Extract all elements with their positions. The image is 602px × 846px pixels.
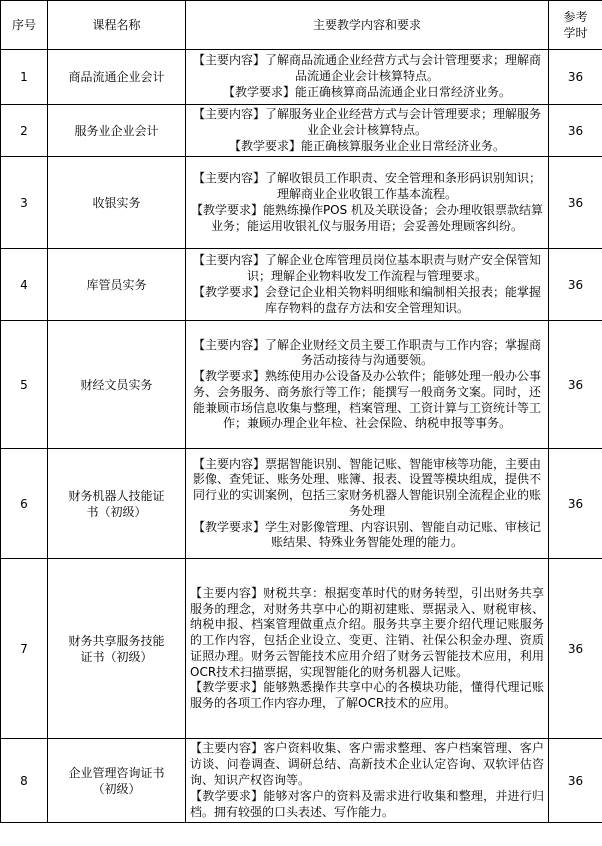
row-content (186, 105, 549, 157)
teaching-requirement-text: 【教学要求】能够对客户的资料及需求进行收集和整理，并进行归档。拥有较强的口头表述、写作能力。 (190, 788, 544, 819)
row-content (186, 739, 549, 823)
row-content (186, 157, 549, 249)
row-course-name: 财务共享服务技能证书（初级） (48, 559, 186, 739)
table-row (1, 559, 602, 739)
header-hours: 参考学时 (549, 1, 602, 50)
main-content-text: 【主要内容】了解收银员工作职责、安全管理和条形码识别知识；理解商业企业收银工作基本流程。 (192, 171, 541, 202)
row-course-name: 服务业企业会计 (48, 105, 186, 157)
row-course-name: 企业管理咨询证书（初级） (48, 739, 186, 823)
row-seq: 1 (1, 50, 48, 105)
header-row (1, 1, 602, 50)
main-content-text: 【主要内容】财税共享：根据变革时代的财务转型，引出财务共享服务的理念，对财务共享中心的期初建账、票据录入、财税审核、纳税申报、档案管理做重点介绍。服务共享主要介绍代理记账服务的工作内容，包括企业设立、变更、注销、社保公积金办理、资质证照办理。财务云智能技术应用介绍了财务云智能技术应用，利用OCR技术扫描票据，实现智能化的财务机器人记账。 (190, 585, 544, 679)
teaching-requirement-text: 【教学要求】能正确核算商品流通企业日常经济业务。 (222, 84, 511, 99)
teaching-requirement-text: 【教学要求】会登记企业相关物料明细账和编制相关报表；能掌握库存物料的盘存方法和安全管理知识。 (192, 284, 541, 315)
row-course-name: 商品流通企业会计 (48, 50, 186, 105)
table-row (1, 105, 602, 157)
row-hours: 36 (549, 449, 602, 559)
row-seq: 3 (1, 157, 48, 249)
row-hours: 36 (549, 321, 602, 449)
row-hours: 36 (549, 559, 602, 739)
row-content (186, 449, 549, 559)
main-content-text: 【主要内容】了解企业财经文员主要工作职责与工作内容；掌握商务活动接待与沟通要领。 (192, 337, 541, 368)
header-content: 主要教学内容和要求 (186, 1, 549, 50)
main-content-text: 【主要内容】票据智能识别、智能记账、智能审核等功能，主要由影像、查凭证、账务处理、账簿、报表、设置等模块组成，提供不同行业的实训案例，包括三家财务机器人智能识别全流程企业的账务处理 (192, 456, 541, 518)
row-course-name: 财经文员实务 (48, 321, 186, 449)
table-row (1, 50, 602, 105)
row-seq: 6 (1, 449, 48, 559)
row-hours: 36 (549, 157, 602, 249)
row-content (186, 559, 549, 739)
teaching-requirement-text: 【教学要求】能正确核算服务业企业日常经济业务。 (228, 138, 505, 153)
row-seq: 5 (1, 321, 48, 449)
teaching-requirement-text: 【教学要求】能熟练操作POS 机及关联设备；会办理收银票款结算业务；能运用收银礼仪与服务用语；会妥善处理顾客纠纷。 (190, 202, 544, 233)
header-course: 课程名称 (48, 1, 186, 50)
main-content-text: 【主要内容】了解商品流通企业经营方式与会计管理要求；理解商品流通企业会计核算特点。 (192, 53, 541, 84)
table-row (1, 449, 602, 559)
main-content-text: 【主要内容】了解服务业企业经营方式与会计管理要求；理解服务业企业会计核算特点。 (192, 107, 541, 137)
row-seq: 2 (1, 105, 48, 157)
teaching-requirement-text: 【教学要求】学生对影像管理、内容识别、智能自动记账、审核记账结果、特殊业务智能处理的能力。 (192, 519, 541, 550)
table-row (1, 739, 602, 823)
row-hours: 36 (549, 50, 602, 105)
row-seq: 7 (1, 559, 48, 739)
row-hours: 36 (549, 739, 602, 823)
header-seq: 序号 (1, 1, 48, 50)
row-content (186, 249, 549, 321)
row-course-name: 财务机器人技能证书（初级） (48, 449, 186, 559)
main-content-text: 【主要内容】了解企业仓库管理员岗位基本职责与财产安全保管知识；理解企业物料收发工作流程与管理要求。 (192, 253, 541, 284)
teaching-requirement-text: 【教学要求】能够熟悉操作共享中心的各模块功能，懂得代理记账服务的各项工作内容办理，了解OCR技术的应用。 (190, 680, 544, 711)
row-seq: 8 (1, 739, 48, 823)
row-content (186, 321, 549, 449)
table-row (1, 321, 602, 449)
row-course-name: 库管员实务 (48, 249, 186, 321)
row-hours: 36 (549, 249, 602, 321)
row-course-name: 收银实务 (48, 157, 186, 249)
main-content-text: 【主要内容】客户资料收集、客户需求整理、客户档案管理、客户访谈、问卷调查、调研总结、高新技术企业认定咨询、双软评估咨询、知识产权咨询等。 (190, 741, 544, 787)
teaching-requirement-text: 【教学要求】熟练使用办公设备及办公软件；能够处理一般办公事务、会务服务、商务旅行等工作；能撰写一般商务文案。同时，还能兼顾市场信息收集与整理，档案管理、工资计算与工资统计等工作；兼顾办理企业年检、社会保险、纳税申报等事务。 (192, 369, 541, 431)
row-seq: 4 (1, 249, 48, 321)
table-row (1, 249, 602, 321)
row-content (186, 50, 549, 105)
row-hours: 36 (549, 105, 602, 157)
table-row (1, 157, 602, 249)
